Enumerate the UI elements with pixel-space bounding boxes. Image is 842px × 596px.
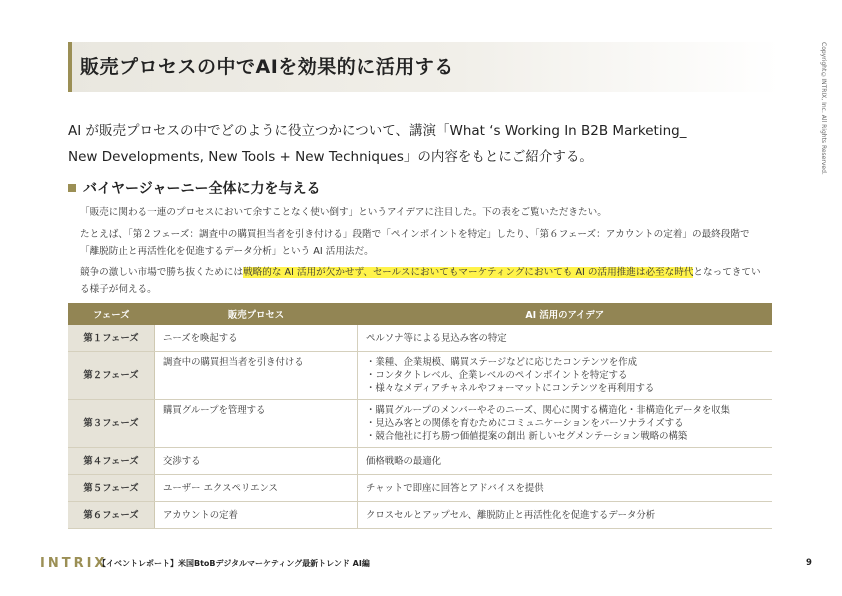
idea-item: ・購買グループのメンバーやそのニーズ、関心に関する構造化・非構造化データを収集 [366, 405, 731, 416]
paragraph-3-post: となってきてい [693, 267, 761, 278]
paragraph-3 [80, 264, 770, 298]
table-row [68, 400, 772, 448]
ideas-cell [358, 352, 773, 400]
phase-cell: 第３フェーズ [68, 400, 155, 448]
section-heading-text: バイヤージャーニー全体に力を与える [83, 181, 321, 197]
phase-cell: 第１フェーズ [68, 325, 155, 352]
paragraph-3-pre: 競争の激しい市場で勝ち抜くためには [80, 267, 244, 278]
page-number: 9 [806, 558, 812, 568]
phase-table [68, 303, 772, 529]
footer-doc-title: 【イベントレポート】米国BtoBデジタルマーケティング最新トレンド AI編 [98, 559, 370, 568]
ideas-cell: ペルソナ等による見込み客の特定 [358, 325, 773, 352]
copyright-notice: Copyright©INTRIX, Inc. All Rights Reserved. [820, 42, 827, 175]
table-header-row [68, 303, 772, 325]
table-row [68, 325, 772, 352]
title-accent-bar [68, 42, 72, 92]
process-cell: 交渉する [155, 448, 358, 475]
paragraph-2-line-2: 「離脱防止と再活性化を促進するデータ分析」という AI 活用法だ。 [80, 246, 374, 257]
table-row [68, 448, 772, 475]
ideas-cell: チャットで即座に回答とアドバイスを提供 [358, 475, 773, 502]
intro-line-2: New Developments, New Tools + New Techniques」の内容をもとにご紹介する。 [68, 149, 593, 165]
section-heading [68, 178, 320, 198]
page-title: 販売プロセスの中でAIを効果的に活用する [80, 56, 454, 78]
intro-paragraph [68, 118, 768, 170]
idea-item: ・見込み客との関係を育むためにコミュニケーションをパーソナライズする [366, 418, 684, 429]
header-process: 販売プロセス [155, 303, 358, 325]
process-cell: 購買グループを管理する [155, 400, 358, 448]
square-bullet-icon [68, 184, 76, 192]
table-row [68, 352, 772, 400]
idea-item: ・コンタクトレベル、企業レベルのペインポイントを特定する [366, 370, 628, 381]
phase-cell: 第５フェーズ [68, 475, 155, 502]
paragraph-3-line-2: る様子が伺える。 [80, 284, 157, 295]
process-cell: アカウントの定着 [155, 502, 358, 529]
process-cell: ユーザー エクスペリエンス [155, 475, 358, 502]
intrix-logo: INTRIX [40, 556, 108, 571]
ideas-cell: 価格戦略の最適化 [358, 448, 773, 475]
paragraph-2-line-1: たとえば、「第２フェーズ：調査中の購買担当者を引き付ける」段階で「ペインポイントを特定」したり、「第６フェーズ：アカウントの定着」の最終段階で [80, 229, 750, 240]
idea-item: ・様々なメディアチャネルやフォーマットにコンテンツを再利用する [366, 383, 655, 394]
idea-item: ・競合他社に打ち勝つ価値提案の創出 新しいセグメンテーション戦略の構築 [366, 431, 688, 442]
process-cell: ニーズを喚起する [155, 325, 358, 352]
table-row [68, 475, 772, 502]
ideas-cell: クロスセルとアップセル、離脱防止と再活性化を促進するデータ分析 [358, 502, 773, 529]
idea-item: ・業種、企業規模、購買ステージなどに応じたコンテンツを作成 [366, 357, 638, 368]
header-phase: フェーズ [68, 303, 155, 325]
paragraph-3-line-1 [80, 264, 770, 281]
header-ai-ideas: AI 活用のアイデア [358, 303, 773, 325]
process-cell: 調査中の購買担当者を引き付ける [155, 352, 358, 400]
phase-cell: 第２フェーズ [68, 352, 155, 400]
ideas-cell [358, 400, 773, 448]
phase-cell: 第６フェーズ [68, 502, 155, 529]
highlighted-text: 戦略的な AI 活用が欠かせず、セールスにおいてもマーケティングにおいても AI の活用推進は必至な時代 [243, 267, 694, 278]
paragraph-2 [80, 226, 770, 260]
paragraph-1: 「販売に関わる一連のプロセスにおいて余すことなく使い倒す」というアイデアに注目した。下の表をご覧いただきたい。 [80, 207, 607, 218]
phase-cell: 第４フェーズ [68, 448, 155, 475]
intro-line-1: AI が販売プロセスの中でどのように役立つかについて、講演「What ‘s Working In B2B Marketing_ [68, 123, 687, 139]
table-row [68, 502, 772, 529]
